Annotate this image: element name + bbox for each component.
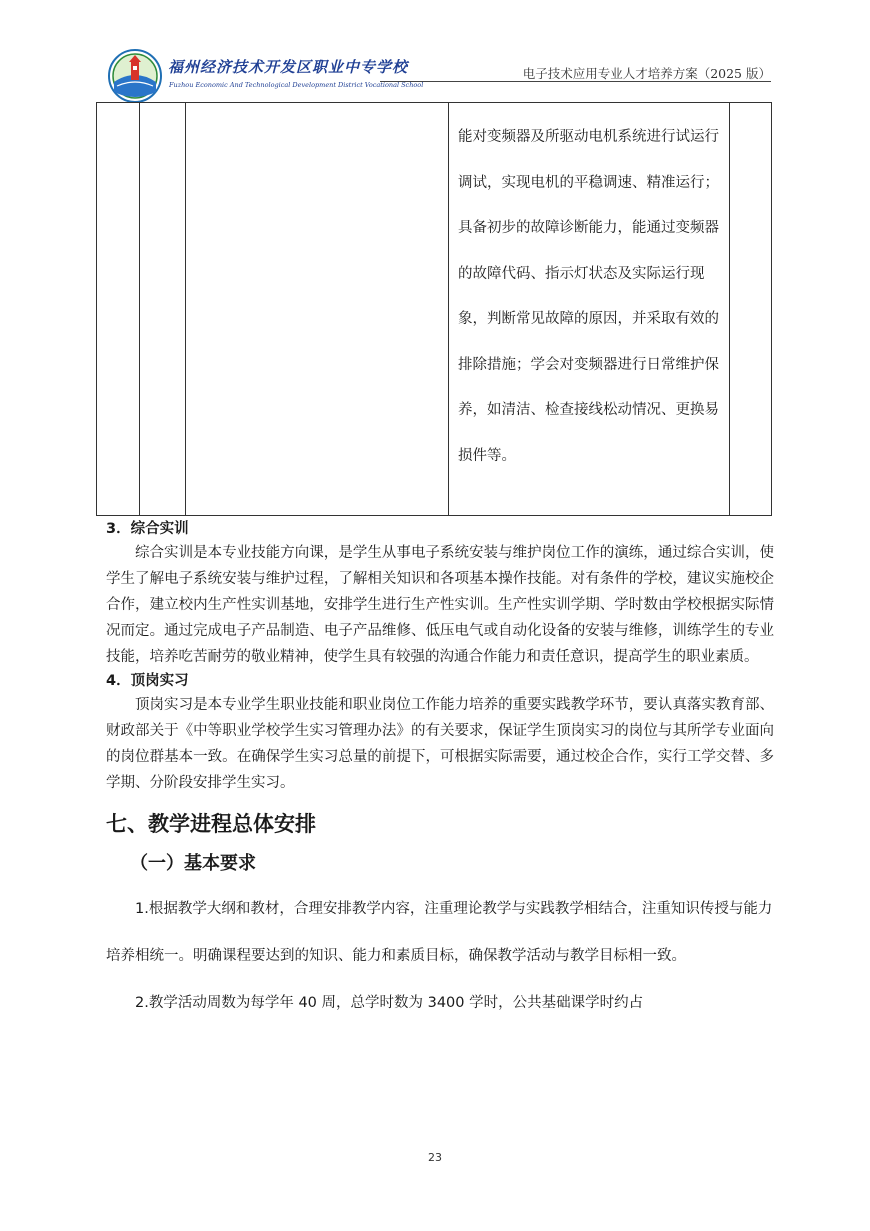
basic-requirements-heading: （一）基本要求 bbox=[130, 853, 256, 874]
section-4-body: 顶岗实习是本专业学生职业技能和职业岗位工作能力培养的重要实践教学环节，要认真落实教育部、财政部关于《中等职业学校学生实习管理办法》的有关要求，保证学生顶岗实习的岗位与其所学专业面向的岗位群基本一致。在确保学生实习总量的前提下，可根据实际需要，通过校企合作，实行工学交替、多学期、分阶段安排学生实习。 bbox=[106, 697, 774, 791]
school-name-cn: 福州经济技术开发区职业中专学校 bbox=[168, 58, 409, 76]
table-cell bbox=[449, 103, 730, 516]
course-requirement-text: 能对变频器及所驱动电机系统进行试运行调试，实现电机的平稳调速、精准运行；具备初步的故障诊断能力，能通过变频器的故障代码、指示灯状态及实际运行现象，判断常见故障的原因，并采取有效的排除措施；学会对变频器进行日常维护保养，如清洁、检查接线松动情况、更换易损件等。 bbox=[458, 129, 719, 464]
requirement-2: 2.教学活动周数为每学年 40 周，总学时数为 3400 学时，公共基础课学时约占 bbox=[135, 995, 644, 1011]
table-cell bbox=[140, 103, 186, 516]
page-header bbox=[105, 48, 771, 104]
table-row bbox=[97, 103, 772, 516]
table-cell bbox=[730, 103, 772, 516]
school-logo-icon bbox=[105, 48, 165, 104]
table-cell bbox=[97, 103, 140, 516]
page-number: 23 bbox=[428, 1151, 442, 1164]
main-content bbox=[106, 518, 774, 1027]
section-3-heading: 3．综合实训 bbox=[106, 521, 189, 537]
chapter-7-heading: 七、教学进程总体安排 bbox=[106, 812, 316, 836]
header-divider bbox=[380, 81, 771, 82]
requirement-1: 1.根据教学大纲和教材，合理安排教学内容，注重理论教学与实践教学相结合，注重知识传授与能力培养相统一。明确课程要达到的知识、能力和素质目标，确保教学活动与教学目标相一致。 bbox=[106, 901, 773, 964]
course-table-continuation bbox=[96, 102, 772, 516]
section-3-body: 综合实训是本专业技能方向课，是学生从事电子系统安装与维护岗位工作的演练，通过综合实训，使学生了解电子系统安装与维护过程，了解相关知识和各项基本操作技能。对有条件的学校，建议实施校企合作，建立校内生产性实训基地，安排学生进行生产性实训。生产性实训学期、学时数由学校根据实际情况而定。通过完成电子产品制造、电子产品维修、低压电气或自动化设备的安装与维修，训练学生的专业技能，培养吃苦耐劳的敬业精神，使学生具有较强的沟通合作能力和责任意识，提高学生的职业素质。 bbox=[106, 545, 774, 665]
section-4-heading: 4．顶岗实习 bbox=[106, 673, 189, 689]
table-cell bbox=[186, 103, 449, 516]
school-name-en: Fuzhou Economic And Technological Development District Vocational School bbox=[169, 81, 424, 89]
document-title: 电子技术应用专业人才培养方案（2025 版） bbox=[522, 66, 771, 81]
